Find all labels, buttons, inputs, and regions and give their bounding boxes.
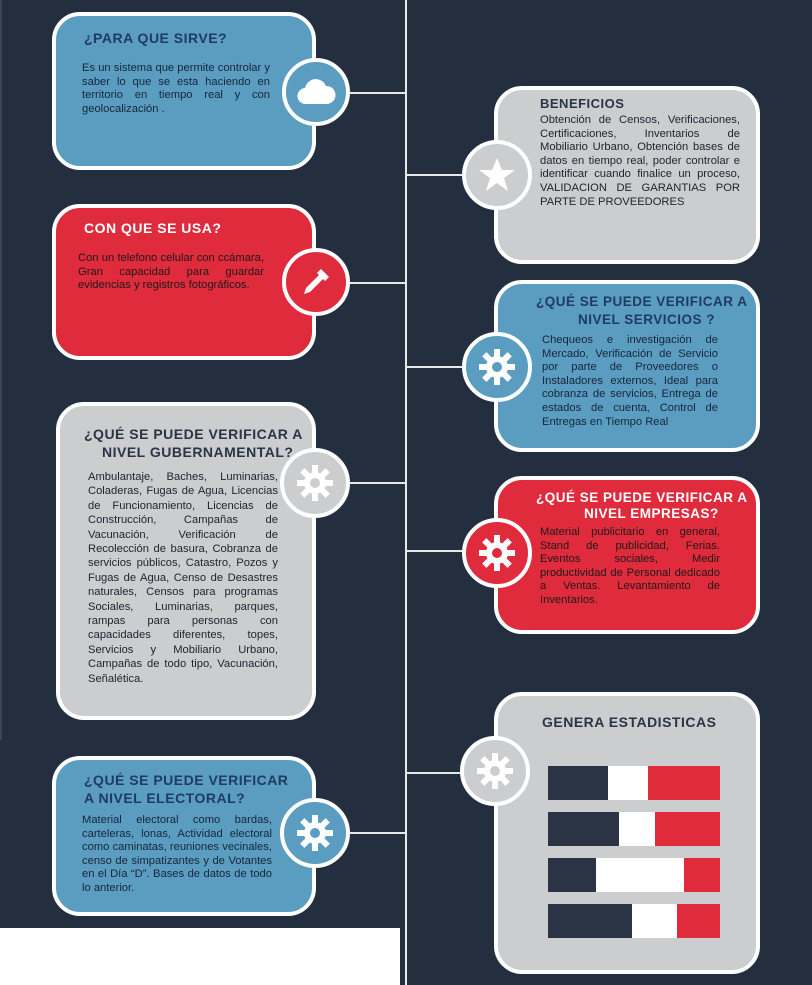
stat-bar-white-segment xyxy=(596,858,684,892)
card-servicios xyxy=(494,280,760,452)
connector-beneficios xyxy=(406,174,466,176)
gear-icon xyxy=(460,736,530,806)
card-title-line1: ¿QUÉ SE PUEDE VERIFICAR A xyxy=(84,426,303,442)
blank-area xyxy=(0,928,400,985)
card-gubernamental xyxy=(56,402,316,720)
gear-icon xyxy=(280,798,350,868)
stat-bar-navy-segment xyxy=(548,904,632,938)
card-title: CON QUE SE USA? xyxy=(84,220,222,236)
cloud-icon xyxy=(282,58,350,126)
stat-bar-navy-segment xyxy=(548,812,619,846)
dropper-icon xyxy=(282,248,350,316)
card-beneficios xyxy=(494,86,760,264)
gear-icon xyxy=(280,448,350,518)
stat-bar-red-segment xyxy=(677,904,720,938)
card-body: Chequeos e investigación de Mercado, Verificación de Servicio por parte de Proveedores o Instaladores externos, Ideal para cobranza de servicios, Entrega de estados de cuenta, Control de Entregas en Tiempo Real xyxy=(542,334,718,428)
stat-bar-red-segment xyxy=(648,766,720,800)
card-empresas xyxy=(494,476,760,634)
card-title: ¿PARA QUE SIRVE? xyxy=(84,30,228,46)
connector-empresas xyxy=(406,550,466,552)
card-body: Ambulantaje, Baches, Luminarias, Coladeras, Fugas de Agua, Licencias de Funcionamiento, Licencias de Construcción, Campañas de Vacunación, Verificación de Recolección de basura, Cobranza de servicios públicos, Catastro, Pozos y Fugas de Agua, Censo de Desastres naturales, Censos para programas Sociales, Luminarias, parques, rampas para personas con capacidades diferentes, topes, Servicios y Mobiliario Urbano, Campañas de todo tipo, Vacunación, Señalética. xyxy=(88,471,278,685)
gear-icon xyxy=(462,332,532,402)
card-con-que-se-usa xyxy=(52,204,316,360)
connector-estadisticas xyxy=(406,772,466,774)
stat-bar-navy-segment xyxy=(548,766,608,800)
stat-bar xyxy=(548,766,720,800)
stat-bar xyxy=(548,904,720,938)
card-title-line1: ¿QUÉ SE PUEDE VERIFICAR A xyxy=(536,294,748,309)
card-estadisticas xyxy=(494,692,760,974)
gear-icon xyxy=(462,518,532,588)
card-title-line1: ¿QUÉ SE PUEDE VERIFICAR A xyxy=(536,490,748,505)
card-title-line1: ¿QUÉ SE PUEDE VERIFICAR xyxy=(84,772,289,788)
stat-bar-navy-segment xyxy=(548,858,596,892)
star-icon xyxy=(462,140,532,210)
stat-bar xyxy=(548,858,720,892)
stat-bar-white-segment xyxy=(632,904,677,938)
card-title-line2: NIVEL SERVICIOS ? xyxy=(578,312,716,327)
card-title: GENERA ESTADISTICAS xyxy=(542,714,717,730)
stat-bar-white-segment xyxy=(608,766,648,800)
stat-bar-red-segment xyxy=(684,858,720,892)
card-title: BENEFICIOS xyxy=(540,96,625,111)
card-electoral xyxy=(52,756,316,916)
timeline-line-left-edge xyxy=(0,0,2,740)
card-para-que-sirve xyxy=(52,12,316,170)
card-body: Con un telefono celular con ccámara, Gran capacidad para guardar evidencias y registros fotográficos. xyxy=(78,252,264,292)
stat-bar-red-segment xyxy=(655,812,720,846)
card-title-line2: NIVEL EMPRESAS? xyxy=(584,506,719,521)
stat-bar xyxy=(548,812,720,846)
connector-servicios xyxy=(406,366,466,368)
card-body: Material publicitario en general, Stand de publicidad, Ferias. Eventos sociales, Medir productividad de Personal dedicado a Ventas. Levantamiento de Inventarios. xyxy=(540,526,720,606)
card-body: Obtención de Censos, Verificaciones, Certificaciones, Inventarios de Mobiliario Urbano, Obtención bases de datos en tiempo real, poder controlar e identificar cuando finalice un proceso, VALIDACION DE GARANTIAS POR PARTE DE PROVEEDORES xyxy=(540,114,740,208)
stat-bar-white-segment xyxy=(619,812,655,846)
card-title-line2: A NIVEL ELECTORAL? xyxy=(84,790,246,806)
card-body: Es un sistema que permite controlar y saber lo que se esta haciendo en territorio en tiempo real y con geolocalización . xyxy=(82,62,270,115)
card-title-line2: NIVEL GUBERNAMENTAL? xyxy=(102,444,294,460)
card-body: Material electoral como bardas, carteleras, lonas, Actividad electoral como caminatas, reuniones vecinales, censo de simpatizantes y de Votantes en el Día “D”. Bases de datos de todo lo anterior. xyxy=(82,814,272,894)
timeline-line-top xyxy=(405,0,407,985)
